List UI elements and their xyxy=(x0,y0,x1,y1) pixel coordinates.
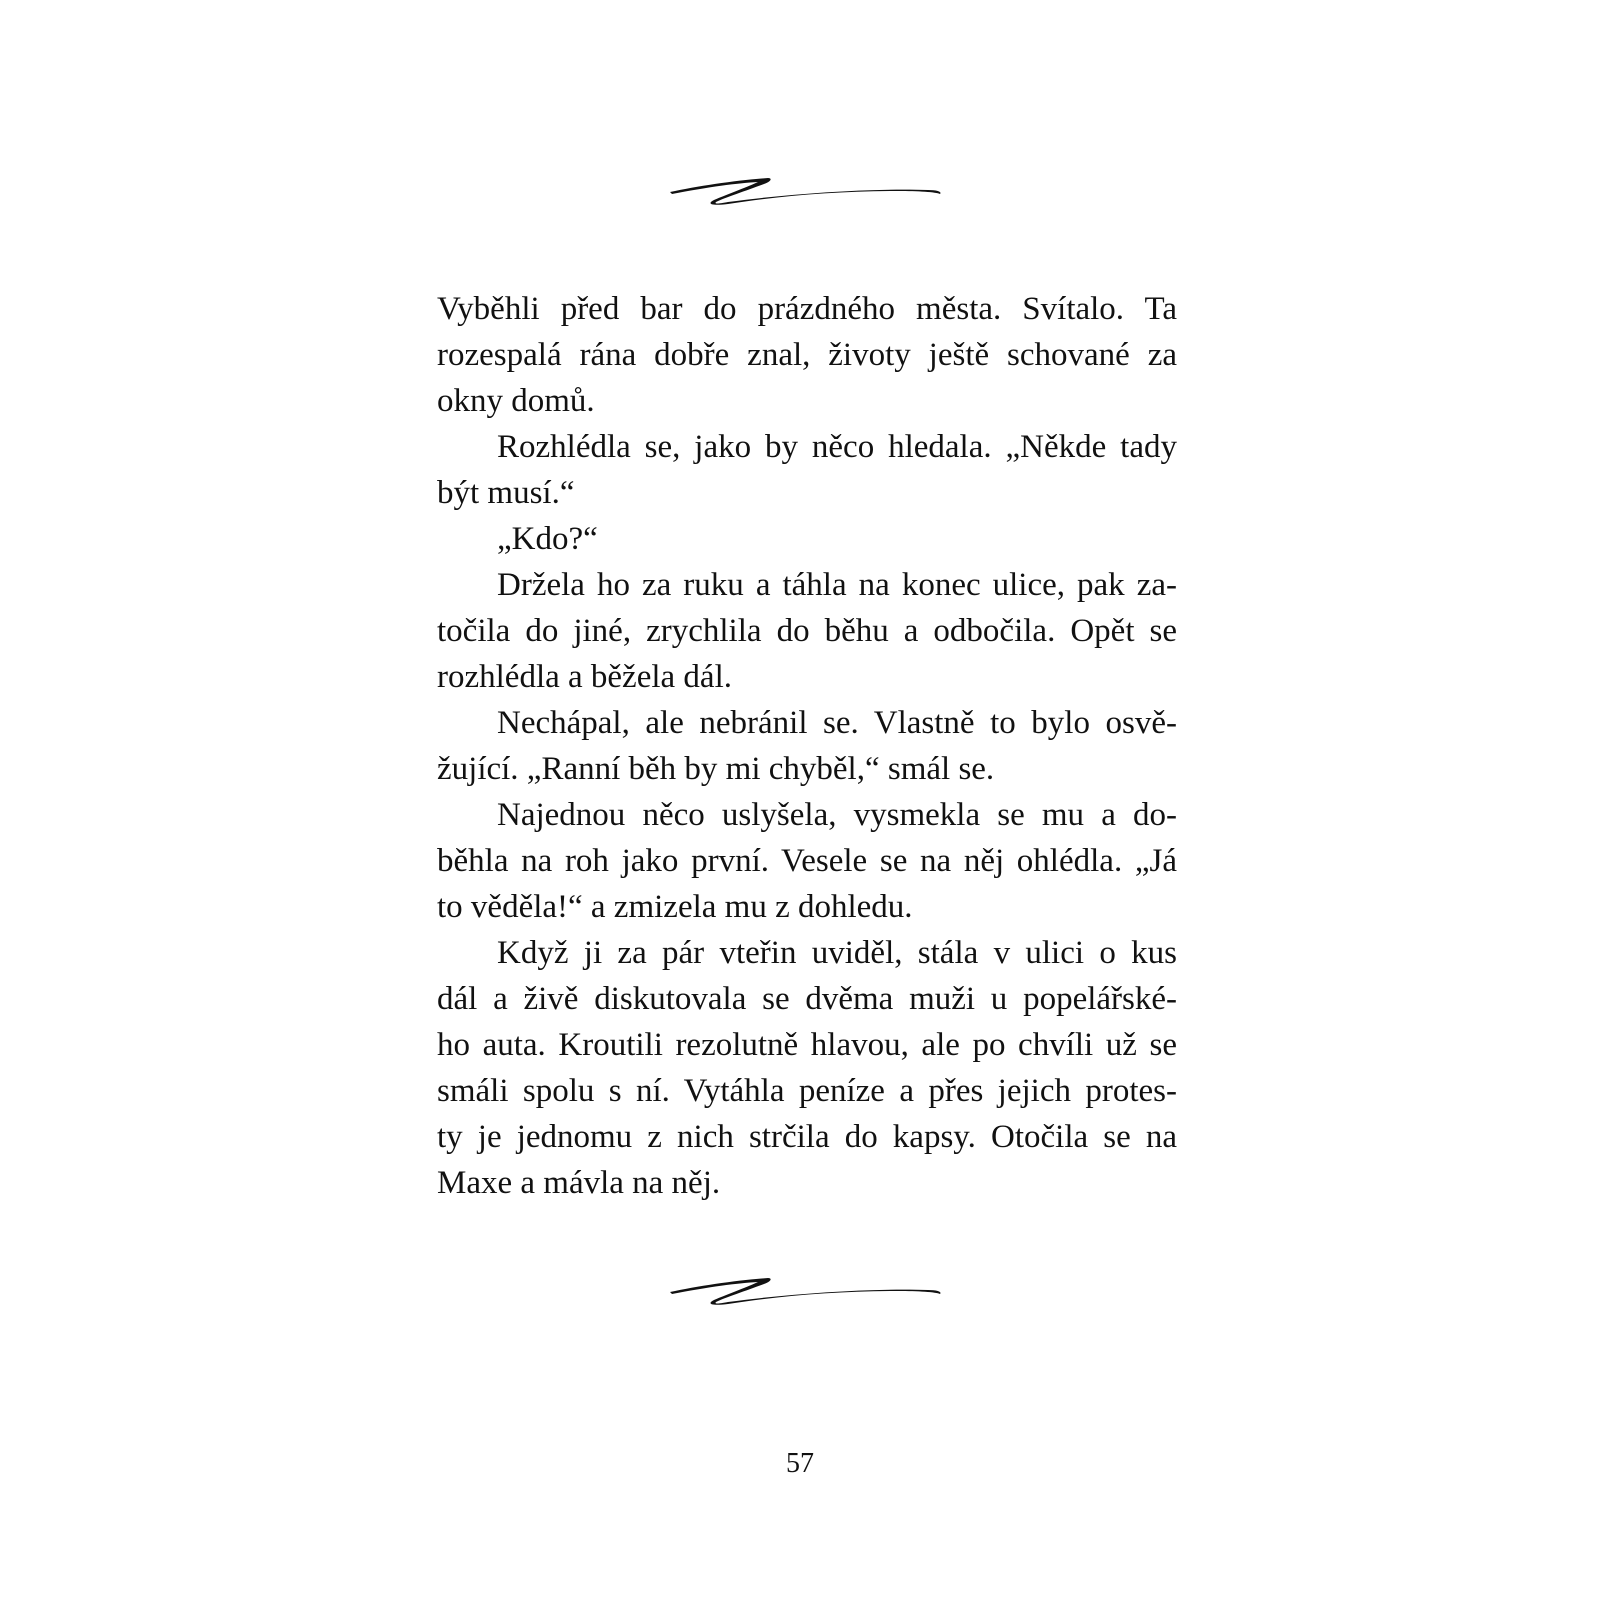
text-line: točila do jiné, zrychlila do běhu a odbočila. Opět se xyxy=(437,613,1177,649)
text-line: Maxe a mávla na něj. xyxy=(437,1165,721,1201)
text-line: „Kdo?“ xyxy=(497,521,598,557)
paragraph xyxy=(437,792,1177,930)
text-line: žující. „Ranní běh by mi chyběl,“ smál se. xyxy=(437,751,995,787)
paragraph xyxy=(437,424,1177,516)
text-line: Najednou něco uslyšela, vysmekla se mu a do- xyxy=(497,797,1177,833)
body-text xyxy=(437,286,1177,1206)
text-line: být musí.“ xyxy=(437,475,575,511)
text-line: Nechápal, ale nebránil se. Vlastně to bylo osvě- xyxy=(497,705,1177,741)
paragraph xyxy=(437,562,1177,700)
top-flourish-ornament xyxy=(668,172,944,212)
text-line: rozhlédla a běžela dál. xyxy=(437,659,732,695)
paragraph xyxy=(437,286,1177,424)
text-line: Držela ho za ruku a táhla na konec ulice, pak za- xyxy=(497,567,1177,603)
paragraph xyxy=(437,930,1177,1206)
paragraph xyxy=(437,516,1177,562)
text-line: Rozhlédla se, jako by něco hledala. „Někde tady xyxy=(497,429,1177,465)
paragraph xyxy=(437,700,1177,792)
text-line: okny domů. xyxy=(437,383,595,419)
bottom-flourish-ornament xyxy=(668,1272,944,1312)
text-line: ho auta. Kroutili rezolutně hlavou, ale po chvíli už se xyxy=(437,1027,1177,1063)
text-line: Když ji za pár vteřin uviděl, stála v ulici o kus xyxy=(497,935,1177,971)
text-line: to věděla!“ a zmizela mu z dohledu. xyxy=(437,889,913,925)
text-line: ty je jednomu z nich strčila do kapsy. Otočila se na xyxy=(437,1119,1177,1155)
text-line: běhla na roh jako první. Vesele se na něj ohlédla. „Já xyxy=(437,843,1177,879)
text-line: dál a živě diskutovala se dvěma muži u popelářské- xyxy=(437,981,1177,1017)
text-line: rozespalá rána dobře znal, životy ještě schované za xyxy=(437,337,1177,373)
text-line: smáli spolu s ní. Vytáhla peníze a přes jejich protes- xyxy=(437,1073,1177,1109)
text-line: Vyběhli před bar do prázdného města. Svítalo. Ta xyxy=(437,291,1177,327)
page-number: 57 xyxy=(786,1448,814,1479)
